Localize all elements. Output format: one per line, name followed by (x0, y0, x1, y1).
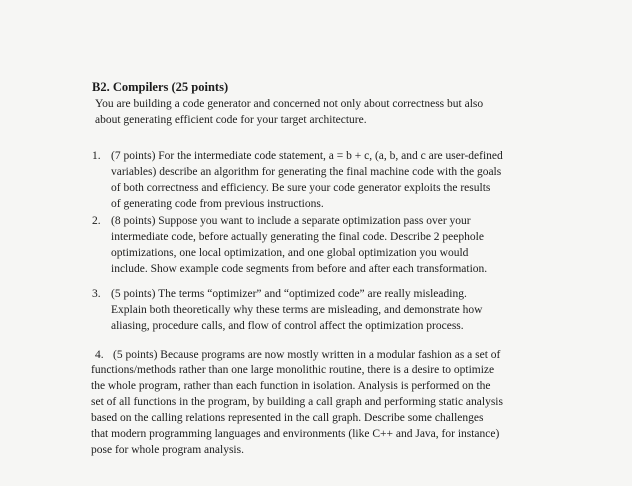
question-1-line: variables) describe an algorithm for generating the final machine code with the goals (111, 166, 502, 178)
intro-line: about generating efficient code for your target architecture. (95, 114, 367, 126)
question-4-line: that modern programming languages and environments (like C++ and Java, for instance) (91, 428, 500, 440)
question-4-number: 4. (95, 349, 104, 361)
question-1-line: (7 points) For the intermediate code statement, a = b + c, (a, b, and c are user-defined (111, 150, 503, 162)
section-title: B2. Compilers (25 points) (92, 80, 229, 94)
question-1-line: of both correctness and efficiency. Be sure your code generator exploits the results (111, 182, 491, 194)
question-4-line: pose for whole program analysis. (91, 444, 244, 456)
question-4-line: (5 points) Because programs are now mostly written in a modular fashion as a set of (113, 349, 501, 361)
question-2-line: intermediate code, before actually generating the final code. Describe 2 peephole (111, 231, 484, 243)
question-2-line: optimizations, one local optimization, and one global optimization you would (111, 247, 469, 259)
question-3-number: 3. (92, 288, 101, 300)
question-2-line: (8 points) Suppose you want to include a separate optimization pass over your (111, 215, 471, 227)
question-2-line: include. Show example code segments from before and after each transformation. (111, 263, 488, 275)
question-4-line: based on the calling relations represented in the call graph. Describe some challenges (91, 412, 484, 424)
question-4-line: set of all functions in the program, by building a call graph and performing static analysis (91, 396, 503, 408)
question-1-number: 1. (92, 150, 101, 162)
intro-line: You are building a code generator and concerned not only about correctness but also (95, 98, 484, 110)
question-2-number: 2. (92, 215, 101, 227)
question-3-line: Explain both theoretically why these terms are misleading, and demonstrate how (111, 304, 483, 316)
question-3-line: (5 points) The terms “optimizer” and “optimized code” are really misleading. (111, 288, 467, 300)
question-4-line: the whole program, rather than each function in isolation. Analysis is performed on the (91, 380, 491, 392)
question-4-line: functions/methods rather than one large monolithic routine, there is a desire to optimize (91, 364, 495, 376)
question-3-line: aliasing, procedure calls, and flow of control affect the optimization process. (111, 320, 464, 332)
question-1-line: of generating code from previous instructions. (111, 198, 324, 210)
